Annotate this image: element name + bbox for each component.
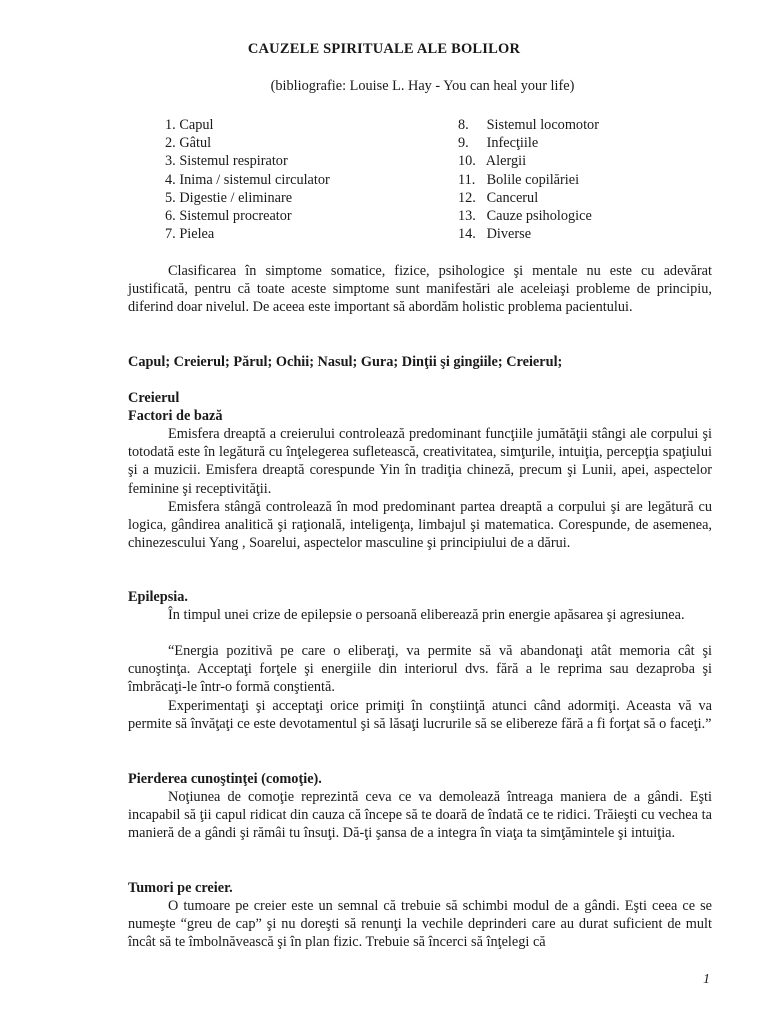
toc-item: 12. Cancerul [458,189,539,206]
epilepsia-paragraph-2: “Energia pozitivă pe care o eliberaţi, va permite să vă abandonaţi atât memoria cât şi cunoştinţa. Acceptaţi forţele şi energiile din interiorul dvs. fără a le reprima sau dezaproba şi îmbrăcaţi-le într-o formă conştientă. [128,643,712,696]
heading-pierderea: Pierderea cunoştinţei (comoţie). [128,771,322,787]
page-title: CAUZELE SPIRITUALE ALE BOLILOR [247,41,521,57]
toc-item: 8. Sistemul locomotor [458,117,599,133]
toc-item: 14. Diverse [458,226,532,243]
toc-item: 13. Cauze psihologice [458,208,592,225]
toc-item: 7. Pielea [165,226,215,243]
bibliography-line: (bibliografie: Louise L. Hay - You can heal your life) [270,78,575,94]
intro-paragraph: Clasificarea în simptome somatice, fizice, psihologice şi mentale nu este cu adevărat justificată, pentru că toate aceste simptome sunt manifestări ale aceleiaşi probleme de principiu, diferind doar nivelul. De aceea este important să abordăm holistic problema pacientului. [128,263,712,316]
pierderea-paragraph: Noţiunea de comoţie reprezintă ceva ce va demolează întreaga maniera de a gândi. Eşti incapabil să ţii capul ridicat din cauza că începe să te doară de îndată ce te ridici. Trăieşti cu vechea ta manieră de a gândi şi rămâi tu însuţi. Dă-ţi şansa de a integra în viaţa ta simţămintele şi intuiţia. [128,789,712,842]
toc-item: 5. Digestie / eliminare [165,189,293,206]
toc-right-column [458,116,599,243]
toc-item: 3. Sistemul respirator [165,153,288,170]
page-number: 1 [703,972,710,987]
toc-item: 10. Alergii [458,153,527,170]
toc-item: 9. Infecţiile [458,135,539,152]
subheading-factori: Factori de bază [128,408,223,424]
toc-left-column [165,116,330,243]
toc-item: 2. Gâtul [165,135,212,152]
section-list: Capul; Creierul; Părul; Ochii; Nasul; Gura; Dinţii şi gingiile; Creierul; [128,354,563,370]
heading-creierul: Creierul [128,390,180,406]
heading-epilepsia: Epilepsia. [128,589,188,605]
toc-item: 6. Sistemul procreator [165,208,292,225]
tumori-paragraph: O tumoare pe creier este un semnal că trebuie să schimbi modul de a gândi. Eşti ceea ce se numeşte “greu de cap” şi nu doreşti să renunţi la vechile deprinderi care au durat suficient de mult încât să te îmbolnăvească şi în plan fizic. Trebuie să încerci să înţelegi că [128,898,712,951]
toc-item: 4. Inima / sistemul circulator [165,171,330,188]
creierul-paragraph-1: Emisfera dreaptă a creierului controlează predominant funcţiile jumătăţii stângi ale corpului şi totodată este în legătură cu înţelegerea sufletească, creativitatea, simţurile, intuiţia, percepţia spaţiului şi a muzicii. Emisfera dreaptă corespunde Yin în tradiţia chineză, precum şi Lunii, apei, aspectelor feminine şi receptivităţii. [128,426,712,497]
heading-tumori: Tumori pe creier. [128,880,233,896]
creierul-paragraph-2: Emisfera stângă controlează în mod predominant partea dreaptă a corpului şi are legătură cu logica, gândirea analitică şi raţională, inteligenţa, limbajul şi matematica. Corespunde, de asemenea, chinezescului Yang , Soarelui, aspectelor masculine şi principiului de a dărui. [128,499,712,552]
toc-item: 1. Capul [165,117,214,133]
epilepsia-paragraph-1: În timpul unei crize de epilepsie o persoană eliberează prin energie apăsarea şi agresiunea. [168,607,685,623]
toc-item: 11. Bolile copilăriei [458,171,580,188]
epilepsia-paragraph-3: Experimentaţi şi acceptaţi orice primiţi în conştiinţă atunci când adormiţi. Aceasta vă va permite să învăţaţi ce este devotamentul şi să lăsaţi lucrurile să se elibereze fără a fi forţat să o faceţi.” [128,698,712,733]
